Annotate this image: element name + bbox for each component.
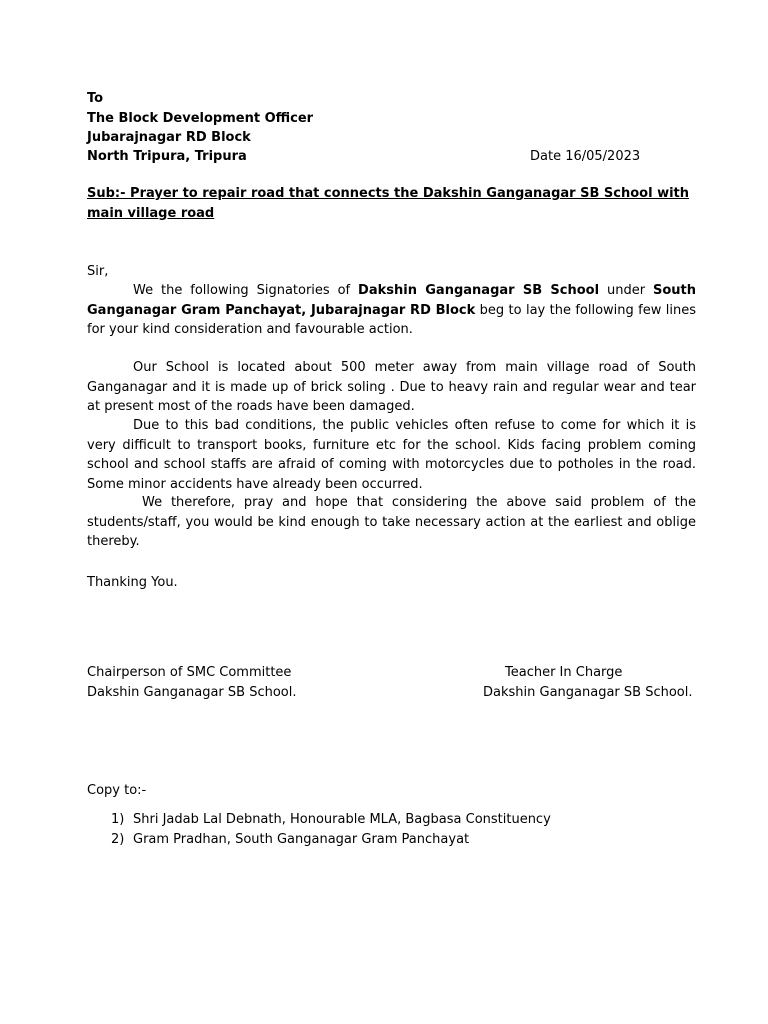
paragraph-4: We therefore, pray and hope that considering the above said problem of the students/staff, you would be kind enough to take necessary action at the earliest and oblige thereby.: [87, 495, 696, 549]
p1-text-e: beg to lay the following few lines for your kind consideration and favourable action.: [87, 302, 696, 337]
signatory-left-org: Dakshin Ganganagar SB School.: [87, 685, 297, 700]
list-item: [87, 830, 551, 850]
signatory-left-title: Chairperson of SMC Committee: [87, 665, 292, 680]
p1-school-name: Dakshin Ganganagar SB School: [358, 283, 600, 298]
to-label: To: [87, 91, 104, 106]
list-item-text: Shri Jadab Lal Debnath, Honourable MLA, Bagbasa Constituency: [133, 812, 551, 827]
salutation: Sir,: [87, 264, 109, 279]
p1-text-a: We the following Signatories of: [133, 283, 359, 298]
letter-date: Date 16/05/2023: [530, 149, 641, 164]
copy-to-list: [87, 810, 551, 849]
closing: Thanking You.: [87, 575, 178, 590]
paragraph-3: Due to this bad conditions, the public vehicles often refuse to come for which it is very difficult to transport books, furniture etc for the school. Kids facing problem coming school and school staffs are afraid of coming with motorcycles due to potholes in the road. Some minor accidents have already been occurred.: [87, 418, 696, 492]
recipient-title: The Block Development Officer: [87, 111, 314, 126]
subject-line: Sub:- Prayer to repair road that connects the Dakshin Ganganagar SB School with main village road: [87, 186, 689, 221]
p1-text-c: under: [599, 283, 653, 298]
list-item: [87, 810, 551, 830]
paragraph-1: [87, 281, 696, 340]
copy-to-heading: Copy to:-: [87, 783, 147, 798]
recipient-place: North Tripura, Tripura: [87, 149, 247, 164]
recipient-block: Jubarajnagar RD Block: [87, 130, 251, 145]
p1-panchayat-name: South Ganganagar Gram Panchayat, Jubarajnagar RD Block: [87, 283, 696, 318]
list-item-number: 2): [111, 831, 125, 847]
list-item-number: 1): [111, 812, 125, 827]
paragraph-2: Our School is located about 500 meter away from main village road of South Ganganagar and it is made up of brick soling . Due to heavy rain and regular wear and tear at present most of the roads have been damaged.: [87, 360, 696, 414]
signatory-right-title: Teacher In Charge: [505, 665, 623, 680]
list-item-text: Gram Pradhan, South Ganganagar Gram Panchayat: [133, 831, 470, 847]
signatory-right-org: Dakshin Ganganagar SB School.: [483, 685, 693, 700]
